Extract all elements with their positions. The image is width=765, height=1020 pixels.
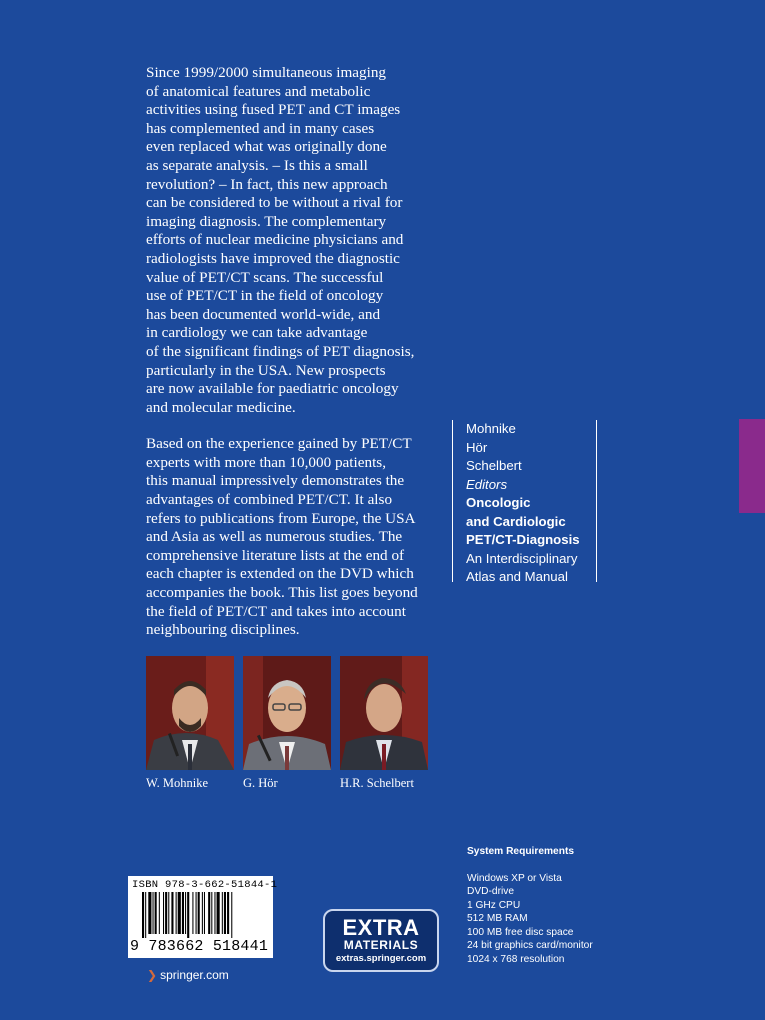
barcode-bar [192,892,193,934]
barcode-bar [224,892,226,934]
system-requirement-item: 100 MB free disc space [467,926,574,938]
barcode-bar [145,892,146,938]
barcode-bar [204,892,205,934]
editor-photo-schelbert [340,656,428,770]
isbn-text: ISBN 978-3-662-51844-1 [132,879,278,891]
blurb-text [146,64,446,658]
book-title-line: and Cardiologic [466,513,566,529]
system-requirements-title: System Requirements [467,846,575,857]
barcode-bar [227,892,229,934]
book-subtitle-line: Atlas and Manual [466,569,568,584]
materials-label: MATERIALS [343,938,419,952]
system-requirement-item: 512 MB RAM [467,913,528,924]
publisher-link [147,968,229,982]
barcode-bar [222,892,223,934]
chevron-right-icon: ❯ [147,968,158,982]
photo-caption: G. Hör [243,776,278,790]
barcode-bar [185,892,186,934]
barcode-digits: 9 783662 518441 [130,938,269,955]
editor-name: Mohnike [466,421,516,436]
barcode-bar [217,892,220,934]
book-title-line: PET/CT-Diagnosis [466,532,580,547]
editor-photo-hor [243,656,331,770]
color-tab-accent [739,419,765,513]
barcode-bar [142,892,144,938]
barcode-bar [168,892,169,934]
barcode-bar [153,892,154,934]
editor-photo-mohnike [146,656,234,770]
system-requirement-item: 24 bit graphics card/monitor [467,940,593,951]
system-requirement-item: 1 GHz CPU [467,899,521,911]
system-requirement-item: Windows XP or Vista [467,872,562,884]
system-requirements [467,845,593,966]
barcode-bar [208,892,210,934]
barcode-bar [159,892,160,934]
blurb-paragraph-1: Since 1999/2000 simultaneous imaging of anatomical features and metabolic activities using fused PET and CT images has complemented and in many cases even replaced what was originally done as separate analysis. – Is this a small revolution? – In fact, this new approach can be considered to be without a rival for imaging diagnosis. The complementary efforts of nuclear medicine physicians and radiologists have improved the diagnostic value of PET/CT scans. The successful use of PET/CT in the field of oncology has been documented world-wide, and in cardiology we can take advantage of the significant findings of PET diagnosis, particularly in the USA. New prospects are now available for paediatric oncology and molecular medicine. [146,64,415,416]
barcode-bar [231,892,232,938]
editors-panel [452,420,597,582]
barcode-bar [182,892,184,934]
barcode-bar [148,892,151,934]
editors-role: Editors [466,476,508,492]
extras-url: extras.springer.com [335,953,427,964]
barcode-bars [142,892,260,938]
extra-label: EXTRA [342,915,420,940]
photo-caption: W. Mohnike [146,776,209,790]
barcode-bar [171,892,173,934]
book-title-line: Oncologic [466,495,531,510]
barcode-bar [214,892,215,934]
extra-materials-badge [323,909,439,972]
editor-name: Hör [466,439,488,455]
blurb-paragraph-2: Based on the experience gained by PET/CT experts with more than 10,000 patients, this manual impressively demonstrates the advantages of combined PET/CT. It also refers to publications from Europe, the USA and Asia as well as numerous studies. The comprehensive literature lists at the end of each chapter is extended on the DVD which accompanies the book. This list goes beyond the field of PET/CT and takes into account neighbouring disciplines. [146,435,418,639]
barcode-bar [187,892,189,938]
publisher-url: springer.com [160,968,229,982]
barcode-bar [211,892,212,934]
system-requirement-item: 1024 x 768 resolution [467,953,565,965]
barcode-bar [202,892,203,934]
photo-caption: H.R. Schelbert [340,776,414,790]
barcode-bar [196,892,197,934]
barcode-bar [163,892,164,934]
barcode-bar [155,892,157,934]
system-requirement-item: DVD-drive [467,886,514,897]
barcode-bar [176,892,177,934]
barcode-bar [198,892,200,934]
barcode-bar [165,892,167,934]
book-subtitle-line: An Interdisciplinary [466,550,578,566]
barcode-bar [178,892,181,934]
editor-name: Schelbert [466,458,522,473]
isbn-barcode [128,876,278,958]
